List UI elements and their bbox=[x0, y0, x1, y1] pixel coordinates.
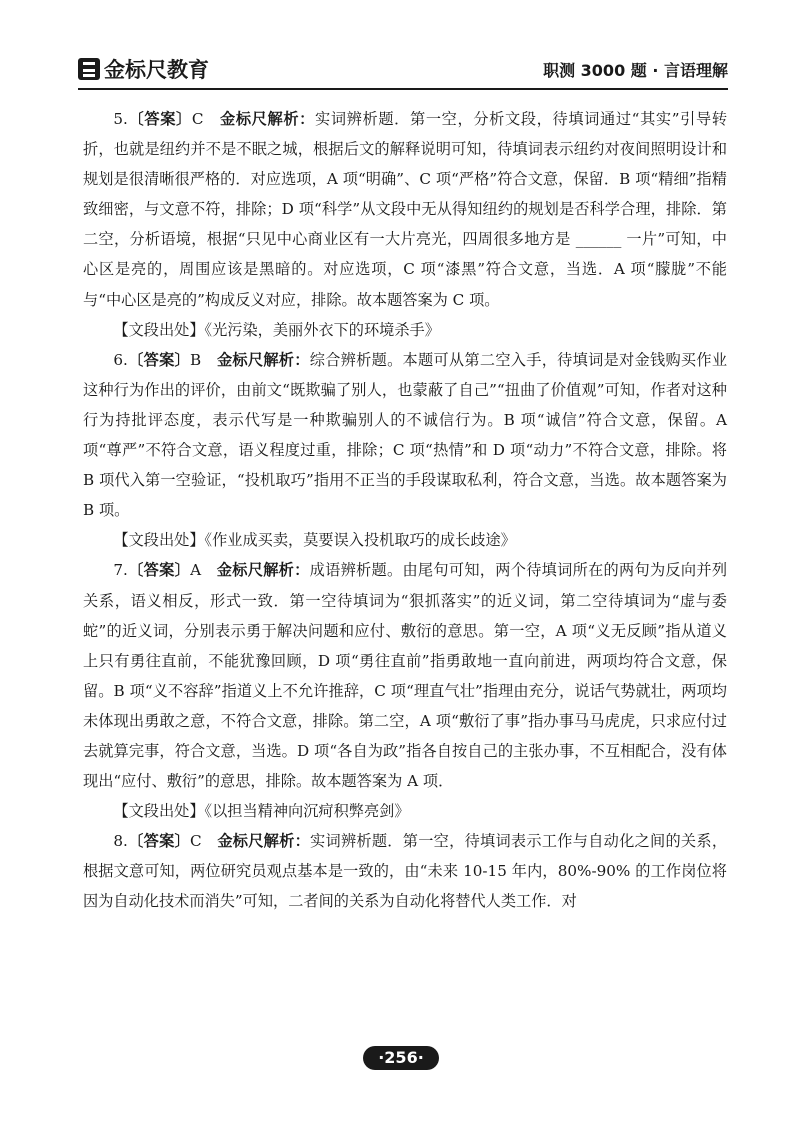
book-title: 职测 3000 题 · 言语理解 bbox=[543, 61, 728, 80]
answer-7 bbox=[83, 555, 727, 796]
header-rule bbox=[78, 88, 728, 90]
analysis-label: 金标尺解析： bbox=[216, 350, 310, 369]
publisher-logo bbox=[78, 54, 209, 84]
source-label: 【文段出处】 bbox=[113, 802, 205, 821]
source-7 bbox=[83, 796, 727, 826]
answer-number: 7. bbox=[113, 561, 128, 580]
analysis-label: 金标尺解析： bbox=[216, 561, 310, 580]
source-6 bbox=[83, 525, 727, 555]
answer-number: 5. bbox=[113, 110, 128, 128]
answer-5 bbox=[83, 104, 727, 315]
answer-bracket: 〔答案〕 bbox=[127, 110, 192, 128]
answer-8 bbox=[83, 826, 727, 916]
source-label: 【文段出处】 bbox=[113, 320, 205, 339]
page-header bbox=[78, 54, 728, 86]
analysis-text: 实词辨析题．第一空，分析文段，待填词通过“其实”引导转折，也就是纽约并不是不眠之城，根据后文的解释说明可知，待填词表示纽约对夜间照明设计和规划是很清晰很严格的．对应选项，A 项“明确”、C 项“严格”符合文意，保留．B 项“精细”指精致细密，与文意不符，排除；D 项“科学”从文段中无从得知纽约的规划是否科学合理，排除．第二空，分析语境，根据“只见中心商业区有一大片亮光，四周很多地方是 ______ 一片”可知，中心区是亮的，周围应该是黑暗的。对应选项，C 项“漆黑”符合文意，当选．A 项“朦胧”不能与“中心区是亮的”构成反义对应，排除。故本题答案为 C 项。 bbox=[83, 110, 728, 309]
answer-6 bbox=[83, 345, 727, 526]
analysis-text: 综合辨析题。本题可从第二空入手，待填词是对金钱购买作业这种行为作出的评价，由前文“既欺骗了别人，也蒙蔽了自己”“扭曲了价值观”可知，作者对这种行为持批评态度，表示代写是一种欺骗别人的不诚信行为。B 项“诚信”符合文意，保留。A 项“尊严”不符合文意，语义程度过重，排除；C 项“热情”和 D 项“动力”不符合文意，排除。将 B 项代入第一空验证，“投机取巧”指用不正当的手段谋取私利，符合文意，当选。故本题答案为 B 项。 bbox=[83, 350, 728, 520]
answer-key: A bbox=[190, 561, 202, 580]
source-5 bbox=[83, 315, 727, 345]
answer-key: C bbox=[189, 832, 202, 851]
logo-icon bbox=[78, 58, 100, 80]
answer-bracket: 〔答案〕 bbox=[127, 350, 191, 369]
page-body bbox=[83, 104, 727, 917]
analysis-text: 成语辨析题。由尾句可知，两个待填词所在的两句为反向并列关系，语义相反，形式一致．第一空待填词为“狠抓落实”的近义词，第二空待填词为“虚与委蛇”的近义词，分别表示勇于解决问题和应付、敷衍的意思。第一空，A 项“义无反顾”指从道义上只有勇往直前，不能犹豫回顾，D 项“勇往直前”指勇敢地一直向前进，两项均符合文意，保留。B 项“义不容辞”指道义上不允许推辞，C 项“理直气壮”指理由充分，说话气势就壮，两项均未体现出勇敢之意，不符合文意，排除。第二空，A 项“敷衍了事”指办事马马虎虎，只求应付过去就算完事，符合文意，当选。D 项“各自为政”指各自按自己的主张办事，不互相配合，没有体现出“应付、敷衍”的意思，排除。故本题答案为 A 项． bbox=[83, 561, 728, 791]
page-number: ·256· bbox=[363, 1046, 439, 1070]
answer-key: C bbox=[191, 110, 204, 128]
answer-number: 6. bbox=[113, 350, 128, 369]
analysis-label: 金标尺解析： bbox=[219, 110, 315, 128]
source-label: 【文段出处】 bbox=[113, 531, 205, 550]
analysis-text: 实词辨析题．第一空，待填词表示工作与自动化之间的关系，根据文意可知，两位研究员观点基本是一致的，由“未来 10-15 年内，80%-90% 的工作岗位将因为自动化技术而消失”可知，二者间的关系为自动化将替代人类工作．对 bbox=[83, 832, 727, 911]
answer-bracket: 〔答案〕 bbox=[127, 832, 190, 851]
logo-text: 金标尺教育 bbox=[104, 58, 209, 82]
source-title: 《光污染，美丽外衣下的环境杀手》 bbox=[204, 320, 440, 339]
source-title: 《以担当精神向沉疴积弊亮剑》 bbox=[204, 802, 410, 821]
answer-bracket: 〔答案〕 bbox=[127, 561, 191, 580]
answer-number: 8. bbox=[113, 832, 128, 851]
source-title: 《作业成买卖，莫要误入投机取巧的成长歧途》 bbox=[204, 531, 516, 550]
answer-key: B bbox=[190, 350, 202, 369]
analysis-label: 金标尺解析： bbox=[217, 832, 311, 851]
